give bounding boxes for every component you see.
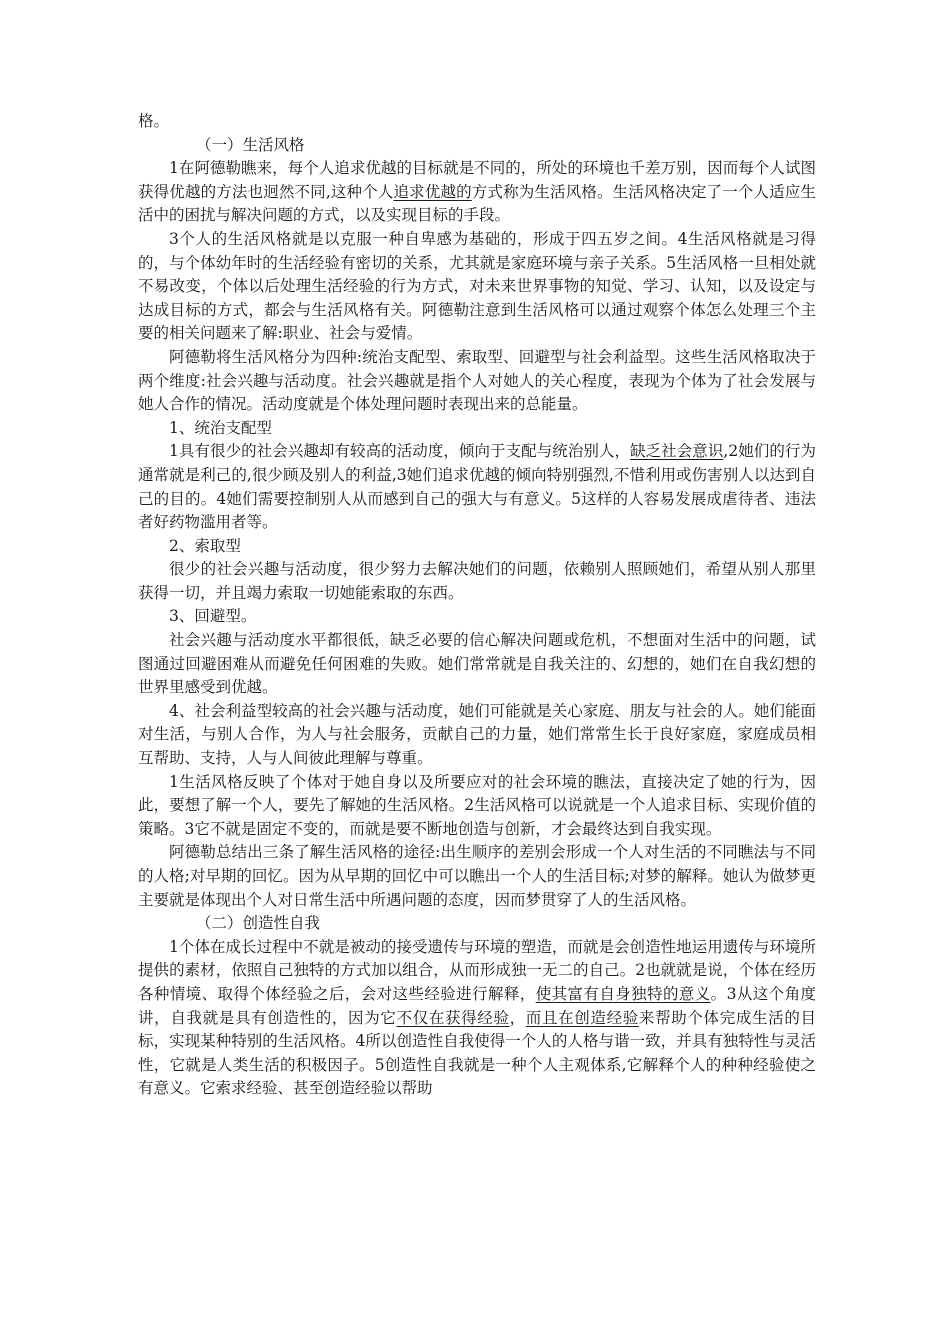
text-run: ， bbox=[509, 1008, 526, 1027]
underlined-text: 而且在创造经验 bbox=[525, 1008, 639, 1027]
text-run: 方式称为生活风格。生活风格决定了一个人适应生活中的困扰与解决问题的方式，以及实现目标的手段。 bbox=[138, 182, 816, 225]
underlined-text: 追求优越的 bbox=[393, 182, 472, 201]
subheading-ruling-type: 1、统治支配型 bbox=[169, 418, 272, 437]
section-heading-creative-self: （二）创造性自我 bbox=[196, 914, 321, 933]
paragraph-life-style-approaches: 阿德勒总结出三条了解生活风格的途径:出生顺序的差别会形成一个人对生活的不同瞧法与不同的人格;对早期的回忆。因为从早期的回忆中可以瞧出一个人的生活目标;对梦的解释。她认为做梦更主要就是体现出个人对日常生活中所遇问题的态度，因而梦贯穿了人的生活风格。 bbox=[138, 843, 816, 909]
underlined-text: 使其富有自身独特的意义 bbox=[535, 984, 711, 1003]
paragraph-life-style-reflection: 1生活风格反映了个体对于她自身以及所要应对的社会环境的瞧法，直接决定了她的行为，因此，要想了解一个人，要先了解她的生活风格。2生活风格可以说就是一个人追求目标、实现价值的策略。3它不就是固定不变的，而就是要不断地创造与创新，才会最终达到自我实现。 bbox=[138, 772, 816, 838]
text-run: 来帮助个体完成生活的目标，实现某种特别的生活风格。4所以创造性自我使得一个人的人格与谐一致，并具有独特性与灵活性，它就是人类生活的积极因子。5创造性自我就是一种个人主观体系,它解释个人的种种经验使之有意义。它索求经验、甚至创造经验以帮助 bbox=[138, 1008, 816, 1098]
text-run: ,2她们的行为通常就是利己的,很少顾及别人的利益,3她们追求优越的倾向特别强烈,不惜利用或伤害别人以达到自己的目的。4她们需要控制别人从而感到自己的强大与有意义。5这样的人容易发展成虐待者、违法者好药物滥用者等。 bbox=[138, 442, 816, 532]
paragraph-getting-type: 很少的社会兴趣与活动度，很少努力去解决她们的问题，依赖别人照顾她们，希望从别人那里获得一切，并且竭力索取一切她能索取的东西。 bbox=[138, 560, 816, 602]
paragraph-ruling-type bbox=[138, 440, 816, 534]
subheading-getting-type: 2、索取型 bbox=[169, 536, 241, 555]
underlined-text: 不仅在获得经验 bbox=[396, 1008, 510, 1027]
paragraph-life-style-definition bbox=[138, 157, 816, 228]
paragraph-creative-self bbox=[138, 936, 816, 1101]
paragraph-continuation: 格。 bbox=[138, 112, 170, 130]
paragraph-life-style-types: 阿德勒将生活风格分为四种:统治支配型、索取型、回避型与社会利益型。这些生活风格取决于两个维度:社会兴趣与活动度。社会兴趣就是指个人对她人的关心程度，表现为个体为了社会发展与她人合作的情况。活动度就是个体处理问题时表现出来的总能量。 bbox=[138, 347, 816, 414]
paragraph-socially-useful-type: 4、社会利益型较高的社会兴趣与活动度，她们可能就是关心家庭、朋友与社会的人。她们能面对生活，与别人合作，为人与社会服务，贡献自己的力量，她们常常生长于良好家庭，家庭成员相互帮助、支持，人与人间彼此理解与尊重。 bbox=[138, 701, 816, 768]
document-page bbox=[138, 110, 816, 1101]
section-heading-life-style: （一）生活风格 bbox=[196, 135, 305, 154]
text-run: 。3从这个角度讲，自我就是具有创造性的，因为它 bbox=[138, 984, 816, 1027]
text-run: 1在阿德勒瞧来，每个人追求优越的目标就是不同的，所处的环境也千差万别，因而每个人试图获得优越的方法也迥然不同,这种个人 bbox=[138, 159, 816, 201]
paragraph-life-style-formation: 3个人的生活风格就是以克服一种自卑感为基础的，形成于四五岁之间。4生活风格就是习得的，与个体幼年时的生活经验有密切的关系，尤其就是家庭环境与亲子关系。5生活风格一旦相处就不易改变，个体以后处理生活经验的行为方式，对未来世界事物的知觉、学习、认知，以及设定与达成目标的方式，都会与生活风格有关。阿德勒注意到生活风格可以通过观察个体怎么处理三个主要的相关问题来了解:职业、社会与爱情。 bbox=[138, 229, 816, 343]
paragraph-avoiding-type: 社会兴趣与活动度水平都很低，缺乏必要的信心解决问题或危机，不想面对生活中的问题，试图通过回避困难从而避免任何困难的失败。她们常常就是自我关注的、幻想的，她们在自我幻想的世界里感受到优越。 bbox=[138, 631, 816, 697]
underlined-text: 缺乏社会意识 bbox=[630, 442, 724, 461]
subheading-avoiding-type: 3、回避型。 bbox=[169, 607, 257, 626]
text-run: 1个体在成长过程中不就是被动的接受遗传与环境的塑造，而就是会创造性地运用遗传与环境所提供的素材，依照自己独特的方式加以组合，从而形成独一无二的自己。2也就就是说，个体在经历各种情境、取得个体经验之后，会对这些经验进行解释， bbox=[138, 937, 816, 1003]
text-run: 1具有很少的社会兴趣却有较高的活动度，倾向于支配与统治别人， bbox=[169, 442, 631, 461]
